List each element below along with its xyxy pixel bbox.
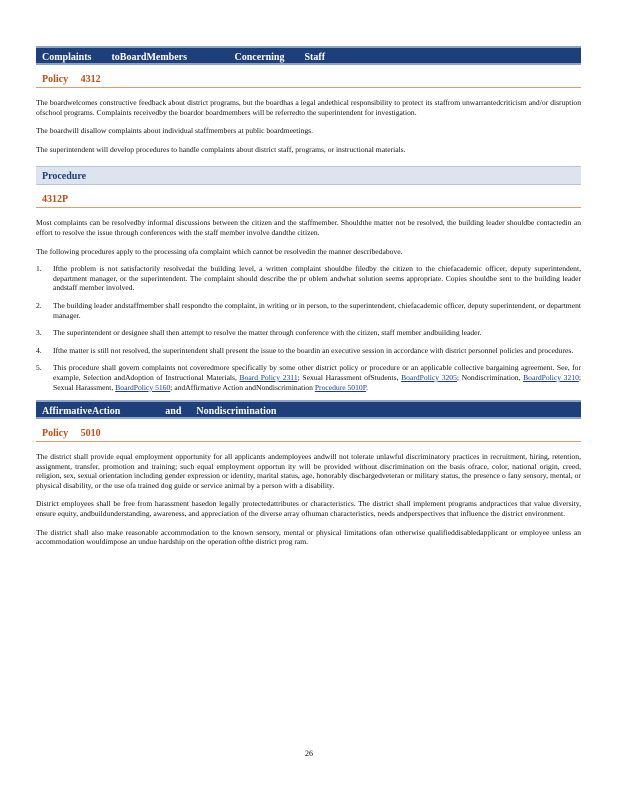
policy-label-4312: Policy 4312 [36, 65, 581, 88]
paragraph: The district shall also make reasonable accommodation to the known sensory, mental or physical limitations ofan otherwise qualifieddisabledapplicant or employee unless an accommodation wouldimpose an undue hardship on the operation ofthe district prog ram. [36, 527, 581, 547]
section-header-complaints: Complaints toBoardMembers Concerning Staff [36, 46, 581, 65]
paragraph: The following procedures apply to the processing ofa complaint which cannot be resolvedin the manner describedabove. [36, 246, 403, 256]
paragraph: The boardwelcomes constructive feedback about district programs, but the boardhas a legal andethical responsibility to protect its staffrom unwarrantedcriticism and/or disruption ofschool programs. Complaints receivedby the boardor boardmembers will be referredto the superintendent for investigation. [36, 98, 581, 117]
paragraph: The boardwill disallow complaints about individual staffmembers at public boardmeetings. [36, 126, 313, 136]
paragraph: District employees shall be free from harassment basedon legally protectedattributes or characteristics. The district shall implement programs andpractices that value diversity, ensure equity, andbuildunderstanding, awareness, and appreciation of the diverse array ofhuman characteristics, needs andperspectives that influence the district environment. [36, 499, 581, 519]
list-item: 4. Ifthe matter is still not resolved, the superintendent shall present the issue to the boardin an executive session in accordance with district personnel policies and procedures. [36, 345, 574, 355]
section-header-procedure: Procedure [36, 166, 581, 185]
paragraph: Most complaints can be resolvedby informal discussions between the citizen and the staffmember. Shouldthe matter not be resolved, the building leader shouldbe contactedin an effort to resolve the issue through conferences with the staff member involve dandthe citizen. [36, 218, 581, 237]
procedure-5010p-link[interactable]: Procedure 5010P [314, 382, 367, 392]
page-number: 26 [305, 749, 313, 758]
board-policy-3210-link[interactable]: BoardPolicy 3210 [523, 372, 579, 382]
list-item: 1. Ifthe problem is not satisfactorily resolvedat the building level, a written complaint shouldbe filedby the citizen to the chiefacademic officer, deputy superintendent, department manager, or the superintendent. The complaint should describe the pr oblem andwhat solution seems appropriate. Copies shouldbe sent to the building leader andstaff member involved. [36, 264, 581, 293]
paragraph: The superintendent will develop procedures to handle complaints about district staff, programs, or instructional materials. [36, 144, 406, 154]
paragraph: The district shall provide equal employment opportunity for all applicants andemployees andwill not tolerate unlawful discriminatory practices in recruitment, hiring, retention, assignment, transfer, promotion and training; such equal employment opportun ity will be provided without discrimination on the basis ofrace, color, national origin, creed, religion, sex, sexual orientation including gender expression or identity, marital status, age, honorably dischargedveteran or military status, the presence o fany sensory, mental, or physical disability, or the use ofa trained dog guide or service animal by a person with a disability. [36, 452, 581, 490]
board-policy-3205-link[interactable]: BoardPolicy 3205 [401, 372, 457, 382]
procedure-label-4312p: 4312P [36, 185, 581, 208]
procedure-steps-list [36, 264, 581, 392]
board-policy-5160-link[interactable]: BoardPolicy 5160 [115, 382, 171, 392]
document-page [36, 46, 581, 547]
list-item: 2. The building leader andstaffmember shall respondto the complaint, in writing or in person, to the superintendent, chiefacademic officer, deputy superintendent, or department manager. [36, 300, 581, 320]
board-policy-2311-link[interactable]: Board Policy 2311 [239, 372, 298, 382]
section-header-affirmative-action: AffirmativeAction and Nondiscrimination [36, 400, 581, 419]
list-item: 3. The superintendent or designee shall then attempt to resolve the matter through conference with the citizen, staff member andbuilding leader. [36, 328, 482, 338]
policy-label-5010: Policy 5010 [36, 419, 581, 442]
list-item: 5. This procedure shall govern complaints not coveredmore specifically by some other district policy or procedure or an applicable collective bargaining agreement. See, for example, Selection andAdoption of Instructional Materials, Board Policy 2311; Sexual Harassment ofStudents, BoardPolicy 3205; Nondiscrimination, BoardPolicy 3210; Sexual Harassment, BoardPolicy 5160; andAffirmative Action andNondiscrimination Procedure 5010P. [36, 363, 581, 392]
